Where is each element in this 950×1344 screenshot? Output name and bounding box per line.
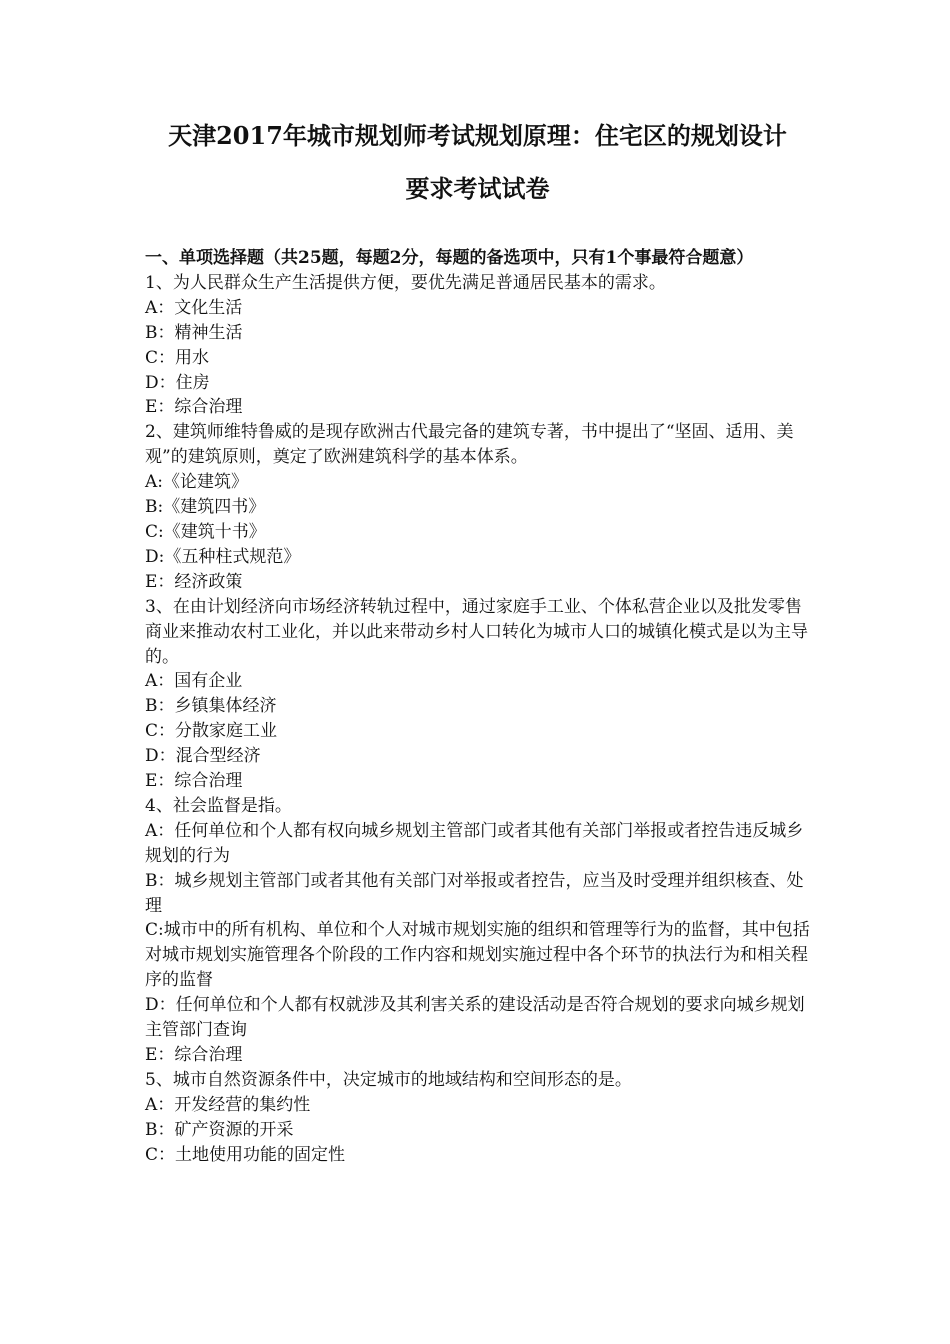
option-d: D：住房 bbox=[145, 372, 210, 393]
question-2 bbox=[145, 420, 810, 594]
option-e: E：经济政策 bbox=[145, 571, 243, 592]
option-e: E：综合治理 bbox=[145, 771, 243, 792]
option-a: A:《论建筑》 bbox=[145, 472, 249, 493]
option-c: C:《建筑十书》 bbox=[145, 521, 266, 542]
option-a: A：国有企业 bbox=[145, 671, 243, 692]
question-stem: 3、在由计划经济向市场经济转轨过程中，通过家庭手工业、个体私营企业以及批发零售商业来推动农村工业化，并以此来带动乡村人口转化为城市人口的城镇化模式是以为主导的。 bbox=[145, 596, 808, 667]
question-1 bbox=[145, 271, 810, 420]
option-d: D:《五种柱式规范》 bbox=[145, 546, 301, 567]
option-b: B：乡镇集体经济 bbox=[145, 696, 277, 717]
section-heading: 一、单项选择题（共25题，每题2分，每题的备选项中，只有1个事最符合题意） bbox=[145, 248, 754, 268]
question-4 bbox=[145, 794, 810, 1068]
option-b: B：矿产资源的开采 bbox=[145, 1119, 294, 1140]
question-3 bbox=[145, 595, 810, 794]
option-c: C：用水 bbox=[145, 347, 210, 368]
option-e: E：综合治理 bbox=[145, 1045, 243, 1065]
option-d: D：混合型经济 bbox=[145, 746, 261, 767]
option-b: B:《建筑四书》 bbox=[145, 497, 266, 518]
option-c: C:城市中的所有机构、单位和个人对城市规划实施的组织和管理等行为的监督，其中包括对城市规划实施管理各个阶段的工作内容和规划实施过程中各个环节的执法行为和相关程序的监督 bbox=[145, 920, 810, 991]
document-title-line-2: 要求考试试卷 bbox=[405, 174, 550, 203]
option-a: A：开发经营的集约性 bbox=[145, 1094, 311, 1115]
question-stem: 1、为人民群众生产生活提供方便，要优先满足普通居民基本的需求。 bbox=[145, 272, 666, 293]
option-b: B：城乡规划主管部门或者其他有关部门对举报或者控告，应当及时受理并组织核查、处理 bbox=[145, 870, 804, 916]
question-stem: 5、城市自然资源条件中，决定城市的地域结构和空间形态的是。 bbox=[145, 1069, 632, 1090]
option-c: C：土地使用功能的固定性 bbox=[145, 1144, 346, 1165]
option-a: A：文化生活 bbox=[145, 297, 243, 318]
option-c: C：分散家庭工业 bbox=[145, 721, 278, 742]
question-5 bbox=[145, 1068, 810, 1168]
option-d: D：任何单位和个人都有权就涉及其利害关系的建设活动是否符合规划的要求向城乡规划主管部门查询 bbox=[145, 995, 805, 1041]
document-title-line-1: 天津2017年城市规划师考试规划原理：住宅区的规划设计 bbox=[168, 121, 787, 150]
option-a: A：任何单位和个人都有权向城乡规划主管部门或者其他有关部门举报或者控告违反城乡规划的行为 bbox=[145, 820, 804, 866]
option-b: B：精神生活 bbox=[145, 322, 243, 343]
question-stem: 2、建筑师维特鲁威的是现存欧洲古代最完备的建筑专著，书中提出了“坚固、适用、美观”的建筑原则，奠定了欧洲建筑科学的基本体系。 bbox=[145, 422, 794, 468]
document-body bbox=[145, 246, 810, 1168]
question-stem: 4、社会监督是指。 bbox=[145, 795, 292, 816]
option-e: E：综合治理 bbox=[145, 397, 243, 418]
